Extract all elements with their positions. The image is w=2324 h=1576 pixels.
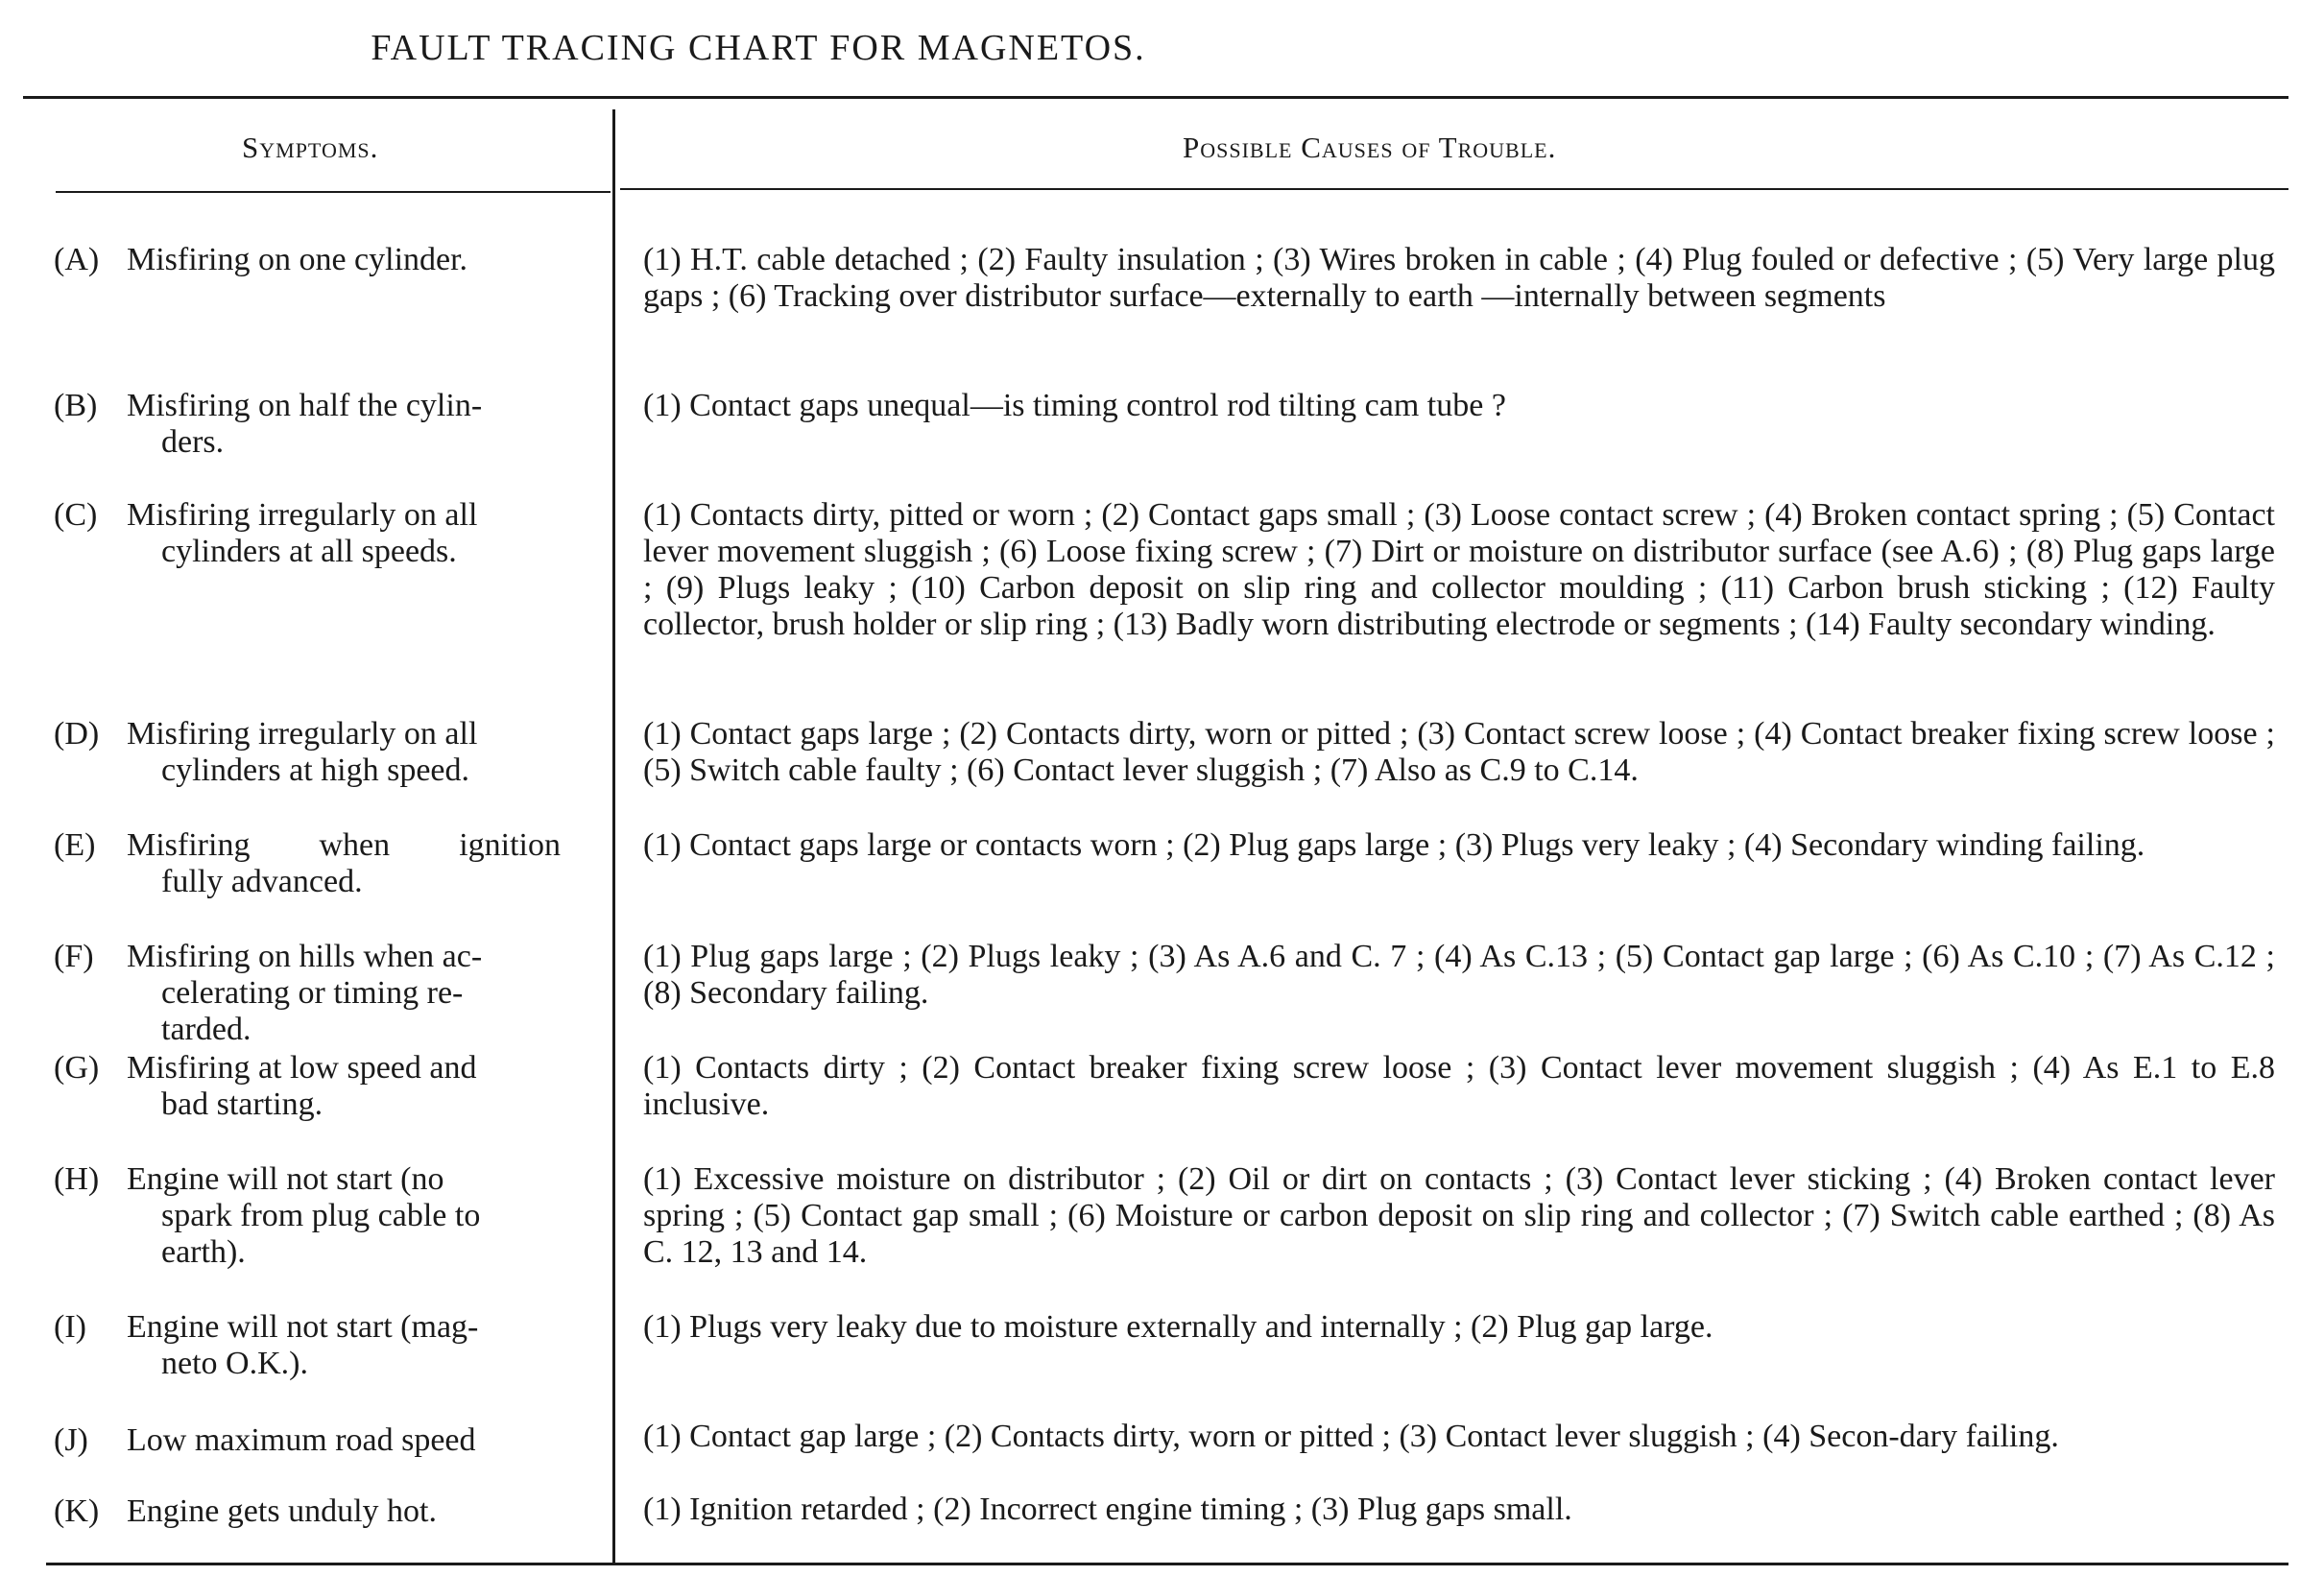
- causes-i: (1) Plugs very leaky due to moisture externally and internally ; (2) Plug gap large.: [643, 1309, 1713, 1345]
- symptom-j: [54, 1422, 591, 1459]
- symptoms-header: Symptoms.: [242, 131, 379, 164]
- row-label: (F): [54, 939, 94, 974]
- causes-j: (1) Contact gap large ; (2) Contacts dirty, worn or pitted ; (3) Contact lever sluggish ; (4) Secon-dary failing.: [643, 1419, 2059, 1454]
- causes-header: Possible Causes of Trouble.: [1183, 131, 1557, 164]
- causes-h: (1) Excessive moisture on distributor ; (2) Oil or dirt on contacts ; (3) Contact lever sticking ; (4) Broken contact lever spring ; (5) Contact gap small ; (6) Moisture or carbon deposit on slip ring and collector ; (7) Switch cable earthed ; (8) As C. 12, 13 and 14.: [643, 1161, 2275, 1270]
- symptom-continuation: celerating or timing re-tarded.: [161, 975, 464, 1047]
- header-rule-right: [620, 188, 2288, 190]
- symptom-continuation: fully advanced.: [161, 864, 363, 899]
- row-label: (G): [54, 1050, 100, 1086]
- column-divider: [612, 109, 615, 1564]
- symptom-text: Misfiring on one cylinder.: [127, 242, 468, 277]
- causes-a: (1) H.T. cable detached ; (2) Faulty insulation ; (3) Wires broken in cable ; (4) Plug fouled or defective ; (5) Very large plug gaps ; (6) Tracking over distributor surface—externally to earth —internally between segments: [643, 242, 2275, 314]
- row-label: (A): [54, 242, 100, 277]
- symptom-text: Misfiring when ignition: [127, 827, 561, 863]
- row-label: (C): [54, 497, 98, 533]
- symptom-continuation: bad starting.: [161, 1086, 323, 1122]
- symptom-g: [54, 1050, 591, 1123]
- symptom-continuation: spark from plug cable to earth).: [161, 1198, 481, 1270]
- row-label: (E): [54, 827, 96, 863]
- symptom-text: Misfiring at low speed and: [127, 1050, 477, 1086]
- causes-f: (1) Plug gaps large ; (2) Plugs leaky ; (3) As A.6 and C. 7 ; (4) As C.13 ; (5) Contact gap large ; (6) As C.10 ; (7) As C.12 ; (8) Secondary failing.: [643, 939, 2275, 1011]
- symptom-b: [54, 388, 591, 461]
- symptom-k: [54, 1493, 591, 1530]
- symptom-text: Misfiring irregularly on all: [127, 716, 478, 752]
- causes-g: (1) Contacts dirty ; (2) Contact breaker fixing screw loose ; (3) Contact lever movement sluggish ; (4) As E.1 to E.8 inclusive.: [643, 1050, 2275, 1122]
- symptom-continuation: cylinders at all speeds.: [161, 534, 457, 569]
- symptom-f: [54, 939, 591, 1048]
- causes-e: (1) Contact gaps large or contacts worn ; (2) Plug gaps large ; (3) Plugs very leaky ; (4) Secondary winding failing.: [643, 827, 2145, 863]
- symptom-a: [54, 242, 591, 278]
- row-label: (I): [54, 1309, 86, 1345]
- symptom-text: Misfiring on half the cylin-: [127, 388, 483, 423]
- symptom-d: [54, 716, 591, 789]
- row-label: (K): [54, 1493, 100, 1529]
- bottom-rule: [46, 1563, 2288, 1565]
- symptom-text: Engine gets unduly hot.: [127, 1493, 437, 1529]
- symptom-text: Misfiring on hills when ac-: [127, 939, 483, 974]
- header-rule-left: [56, 191, 611, 193]
- symptom-c: [54, 497, 591, 570]
- symptom-i: [54, 1309, 591, 1382]
- causes-b: (1) Contact gaps unequal—is timing control rod tilting cam tube ?: [643, 388, 1506, 423]
- symptom-continuation: neto O.K.).: [161, 1346, 308, 1381]
- symptom-e: [54, 827, 591, 900]
- chart-title: FAULT TRACING CHART FOR MAGNETOS.: [371, 28, 1146, 68]
- row-label: (H): [54, 1161, 100, 1197]
- row-label: (J): [54, 1422, 88, 1458]
- row-label: (D): [54, 716, 100, 752]
- symptom-text: Misfiring irregularly on all: [127, 497, 478, 533]
- symptom-text: Engine will not start (no: [127, 1161, 444, 1197]
- causes-k: (1) Ignition retarded ; (2) Incorrect engine timing ; (3) Plug gaps small.: [643, 1492, 1572, 1527]
- causes-c: (1) Contacts dirty, pitted or worn ; (2) Contact gaps small ; (3) Loose contact screw ; (4) Broken contact spring ; (5) Contact lever movement sluggish ; (6) Loose fixing screw ; (7) Dirt or moisture on distributor surface (see A.6) ; (8) Plug gaps large ; (9) Plugs leaky ; (10) Carbon deposit on slip ring and collector moulding ; (11) Carbon brush sticking ; (12) Faulty collector, brush holder or slip ring ; (13) Badly worn distributing electrode or segments ; (14) Faulty secondary winding.: [643, 497, 2275, 642]
- symptom-text: Low maximum road speed: [127, 1422, 476, 1458]
- symptom-h: [54, 1161, 591, 1271]
- symptom-continuation: ders.: [161, 424, 225, 460]
- row-label: (B): [54, 388, 98, 423]
- causes-d: (1) Contact gaps large ; (2) Contacts dirty, worn or pitted ; (3) Contact screw loose ; (4) Contact breaker fixing screw loose ; (5) Switch cable faulty ; (6) Contact lever sluggish ; (7) Also as C.9 to C.14.: [643, 716, 2275, 788]
- top-rule: [23, 96, 2288, 99]
- symptom-continuation: cylinders at high speed.: [161, 752, 470, 788]
- symptom-text: Engine will not start (mag-: [127, 1309, 479, 1345]
